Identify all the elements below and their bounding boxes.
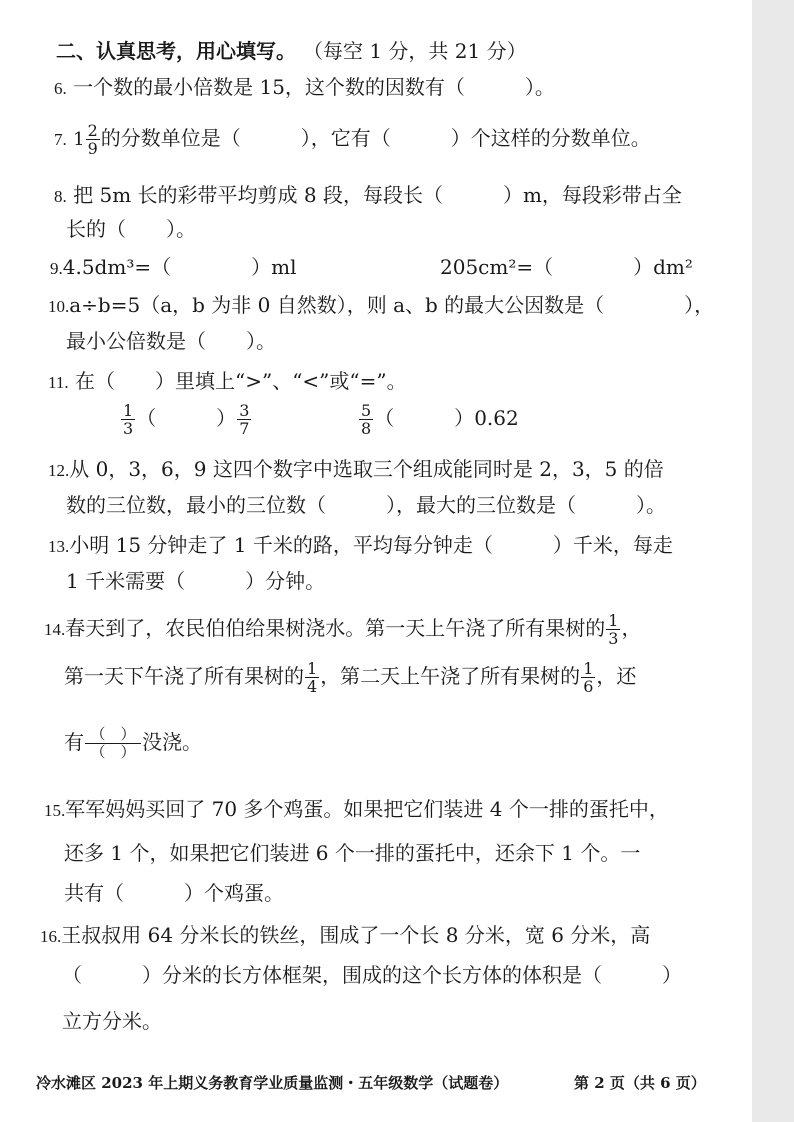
question-text: 把 5m 长的彩带平均剪成 8 段，每段长（ ）m，每段彩带占全 [73, 183, 682, 207]
fraction-1-4 [305, 660, 319, 695]
blank-denominator[interactable]: （ ） [90, 743, 136, 761]
question-15-line-2 [64, 840, 640, 866]
fraction-denominator: 9 [87, 139, 98, 158]
fraction-denominator: 7 [239, 419, 250, 438]
question-text-continued: 立方分米。 [62, 1009, 162, 1033]
fraction-1-3 [121, 402, 135, 437]
question-12-line-1 [48, 456, 664, 484]
answer-fraction-blank[interactable] [85, 726, 141, 761]
question-14-line-3 [64, 720, 202, 764]
question-text: 王叔叔用 64 分米长的铁丝，围成了一个长 8 分米，宽 6 分米，高 [61, 923, 651, 947]
question-12-line-2 [66, 492, 666, 518]
fraction-denominator: 6 [583, 677, 594, 696]
question-number: 11. [48, 373, 69, 392]
question-8-line-1 [54, 182, 682, 210]
question-text-continued: 最小公倍数是（ ）。 [66, 329, 276, 353]
question-text: ，还 [596, 664, 637, 688]
question-number: 13. [48, 537, 70, 556]
question-10-line-1 [48, 292, 714, 320]
question-text-continued: 1 千米需要（ ）分钟。 [66, 569, 326, 593]
fraction-denominator: 3 [123, 419, 134, 438]
question-number: 15. [44, 801, 66, 820]
answer-blank[interactable]: （ ） [136, 406, 237, 430]
question-7 [54, 122, 651, 157]
question-number: 9. [50, 259, 63, 278]
fraction-numerator: 1 [608, 611, 619, 630]
page-footer-pagination [574, 1070, 706, 1096]
question-text: 小明 15 分钟走了 1 千米的路，平均每分钟走（ ）千米，每走 [69, 533, 673, 557]
question-text: ，第二天上午浇了所有果树的 [320, 664, 581, 688]
question-part-1: 4.5dm³=（ ）ml [62, 255, 297, 279]
question-text-continued: 长的（ ）。 [66, 217, 196, 241]
question-number: 14. [44, 620, 66, 639]
question-9-part-2 [440, 254, 693, 280]
question-16-line-1 [40, 922, 650, 950]
fraction-numerator: 1 [307, 659, 318, 678]
mixed-number-whole: 1 [73, 129, 85, 150]
question-15-line-1 [44, 796, 669, 824]
question-text: 一个数的最小倍数是 15，这个数的因数有（ ）。 [73, 75, 555, 99]
question-11-compare-left [120, 398, 252, 438]
question-11-compare-right [358, 398, 519, 438]
question-text-continued: 共有（ ）个鸡蛋。 [64, 881, 284, 905]
question-6 [54, 74, 555, 102]
fraction-numerator: 2 [87, 121, 98, 140]
page-margin-strip [752, 0, 794, 1122]
question-part-2: 205cm²=（ ）dm² [440, 255, 693, 279]
footer-page-number: 第 2 页（共 6 页） [574, 1074, 706, 1092]
question-text-continued: （ ）分米的长方体框架，围成的这个长方体的体积是（ ） [62, 963, 682, 987]
question-text: 没浇。 [142, 730, 202, 754]
fraction-3-7 [237, 402, 251, 437]
question-9 [50, 254, 296, 282]
question-number: 12. [48, 461, 70, 480]
fraction-5-8 [359, 402, 373, 437]
fraction-numerator: 1 [583, 659, 594, 678]
question-15-line-3 [64, 880, 284, 906]
fraction-denominator: 3 [608, 629, 619, 648]
question-text: 春天到了，农民伯伯给果树浇水。第一天上午浇了所有果树的 [65, 616, 606, 640]
question-11 [48, 368, 407, 396]
question-text: a÷b=5（a，b 为非 0 自然数），则 a、b 的最大公因数是（ ）， [69, 293, 715, 317]
fraction-2-9 [86, 122, 100, 157]
question-text-continued: 还多 1 个，如果把它们装进 6 个一排的蛋托中，还余下 1 个。一 [64, 841, 641, 865]
page-footer [36, 1070, 508, 1096]
section-note: （每空 1 分，共 21 分） [302, 39, 527, 63]
footer-exam-title: 冷水滩区 2023 年上期义务教育学业质量监测・五年级数学（试题卷） [36, 1074, 509, 1092]
question-text: 在（ ）里填上“>”、“<”或“=”。 [74, 369, 407, 393]
question-text: 第一天下午浇了所有果树的 [64, 664, 304, 688]
question-text: 的分数单位是（ ），它有（ ）个这样的分数单位。 [100, 126, 651, 150]
fraction-denominator: 8 [361, 419, 372, 438]
fraction-1-3 [606, 612, 620, 647]
fraction-1-6 [581, 660, 595, 695]
answer-blank[interactable]: （ ） [374, 406, 475, 430]
question-16-line-2 [62, 962, 682, 988]
fraction-denominator: 4 [307, 677, 318, 696]
question-number: 16. [40, 927, 62, 946]
fraction-numerator: 1 [123, 401, 134, 420]
question-16-line-3 [62, 1008, 162, 1034]
question-14-line-2 [64, 656, 636, 696]
section-title [56, 38, 527, 64]
section-title-text: 二、认真思考，用心填写。 [56, 39, 296, 63]
fraction-numerator: 3 [239, 401, 250, 420]
question-number: 6. [54, 79, 67, 98]
question-number: 8. [54, 187, 67, 206]
question-14-line-1: 14.春天到了，农民伯伯给果树浇水。第一天上午浇了所有果树的 $\frac{1}{3}$ ， [44, 611, 642, 648]
question-text: 从 0，3，6，9 这四个数字中选取三个组成能同时是 2，3，5 的倍 [69, 457, 664, 481]
decimal-value: 0.62 [474, 406, 519, 430]
question-text-continued: 数的三位数，最小的三位数（ ），最大的三位数是（ ）。 [66, 493, 666, 517]
fraction-numerator: 5 [361, 401, 372, 420]
question-number: 7. [54, 130, 67, 149]
question-text: 有 [64, 730, 84, 754]
question-10-line-2 [66, 328, 276, 354]
question-text: 军军妈妈买回了 70 多个鸡蛋。如果把它们装进 4 个一排的蛋托中， [65, 797, 669, 821]
question-13-line-2 [66, 568, 325, 594]
question-13-line-1 [48, 532, 673, 560]
question-8-line-2 [66, 216, 196, 242]
blank-numerator[interactable]: （ ） [90, 725, 136, 743]
question-number: 10. [48, 297, 70, 316]
